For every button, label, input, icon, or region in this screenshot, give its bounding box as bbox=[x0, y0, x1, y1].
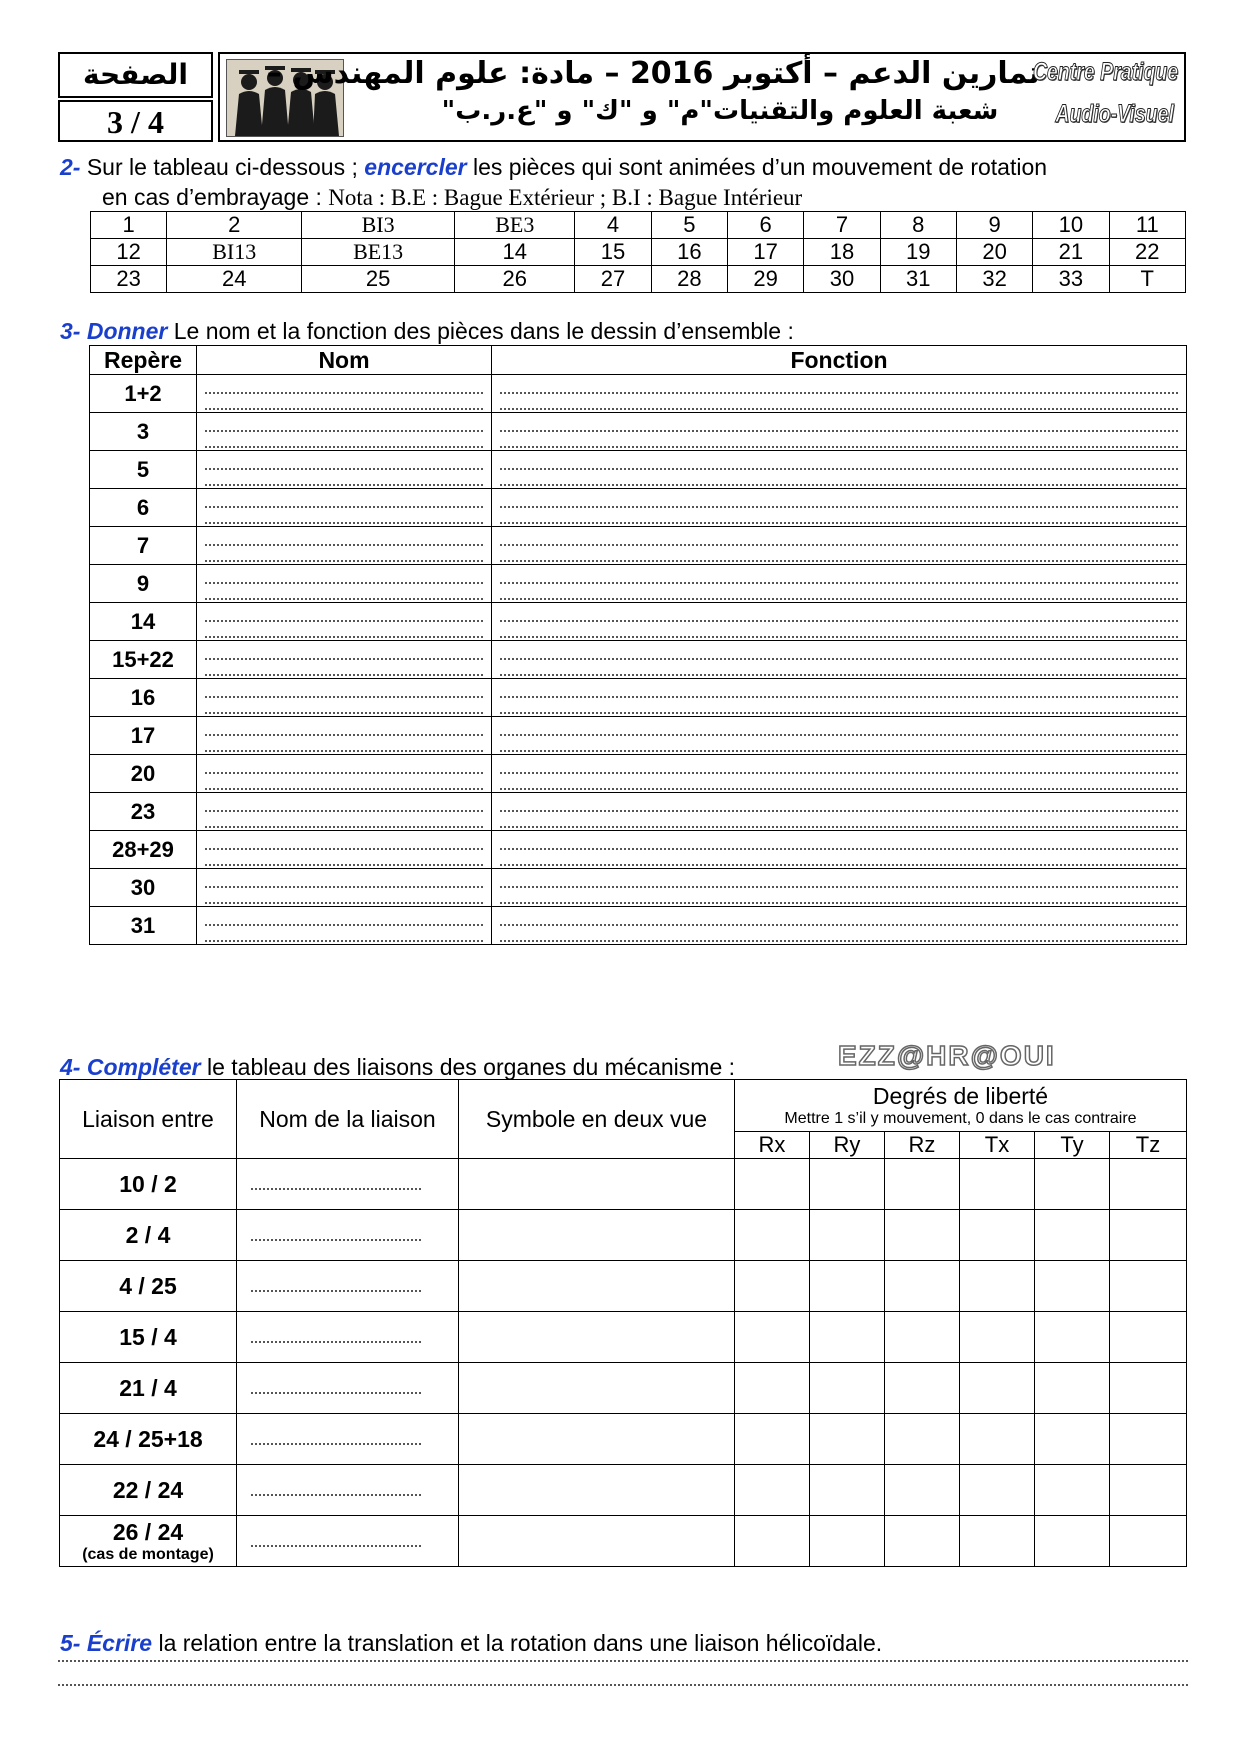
piece-cell[interactable]: 27 bbox=[575, 266, 651, 293]
function-row bbox=[90, 907, 1187, 945]
liaison-pair-cell bbox=[60, 1363, 237, 1414]
dof-answer-cell[interactable] bbox=[960, 1465, 1035, 1516]
fonction-answer-cell[interactable] bbox=[492, 413, 1187, 451]
nom-liaison-answer[interactable] bbox=[237, 1159, 459, 1210]
pieces-row bbox=[91, 212, 1186, 239]
nom-answer-cell[interactable] bbox=[197, 527, 492, 565]
function-row bbox=[90, 755, 1187, 793]
q2-text-after: les pièces qui sont animées d’un mouvement de rotation bbox=[472, 154, 1048, 180]
nom-answer-cell[interactable] bbox=[197, 679, 492, 717]
nom-answer-cell[interactable] bbox=[197, 717, 492, 755]
nom-answer-cell[interactable] bbox=[197, 907, 492, 945]
dof-answer-cell[interactable] bbox=[960, 1363, 1035, 1414]
dof-answer-cell[interactable] bbox=[1110, 1261, 1187, 1312]
piece-cell[interactable]: 4 bbox=[575, 212, 651, 239]
repere-cell: 23 bbox=[90, 793, 197, 831]
nom-answer-cell[interactable] bbox=[197, 755, 492, 793]
fonction-answer-cell[interactable] bbox=[492, 375, 1187, 413]
liaison-row bbox=[60, 1312, 1187, 1363]
liaison-pair-cell bbox=[60, 1465, 237, 1516]
piece-cell[interactable]: T bbox=[1109, 266, 1185, 293]
header-repere: Repère bbox=[90, 346, 197, 375]
q3-line bbox=[60, 318, 794, 345]
answer-line-1[interactable] bbox=[58, 1660, 1188, 1662]
function-row bbox=[90, 527, 1187, 565]
symbole-answer[interactable] bbox=[459, 1414, 735, 1465]
nom-answer-cell[interactable] bbox=[197, 489, 492, 527]
piece-cell[interactable]: 15 bbox=[575, 239, 651, 266]
dof-answer-cell[interactable] bbox=[1035, 1363, 1110, 1414]
nom-answer-cell[interactable] bbox=[197, 869, 492, 907]
repere-cell: 30 bbox=[90, 869, 197, 907]
piece-cell[interactable]: 25 bbox=[302, 266, 455, 293]
dof-answer-cell[interactable] bbox=[810, 1210, 885, 1261]
dof-answer-cell[interactable] bbox=[1110, 1465, 1187, 1516]
axis-tz: Tz bbox=[1110, 1132, 1187, 1159]
dof-answer-cell[interactable] bbox=[1035, 1312, 1110, 1363]
answer-line-2[interactable] bbox=[58, 1684, 1188, 1686]
q3-number: 3- bbox=[60, 318, 81, 344]
nom-answer-cell[interactable] bbox=[197, 451, 492, 489]
dof-answer-cell[interactable] bbox=[885, 1363, 960, 1414]
q2-line2 bbox=[102, 184, 802, 211]
pieces-row bbox=[91, 266, 1186, 293]
symbole-answer[interactable] bbox=[459, 1312, 735, 1363]
liaison-pair-label: 24 / 25+18 bbox=[93, 1425, 203, 1452]
function-row bbox=[90, 413, 1187, 451]
q2-nota: Nota : B.E : Bague Extérieur ; B.I : Bague Intérieur bbox=[328, 185, 803, 210]
audio-logo-text: Audio-Visuel bbox=[1055, 100, 1174, 128]
q4-text: le tableau des liaisons des organes du mécanisme : bbox=[206, 1054, 736, 1080]
dof-answer-cell[interactable] bbox=[885, 1210, 960, 1261]
liaison-row bbox=[60, 1414, 1187, 1465]
dof-answer-cell[interactable] bbox=[810, 1414, 885, 1465]
piece-cell[interactable]: 20 bbox=[956, 239, 1032, 266]
repere-cell: 28+29 bbox=[90, 831, 197, 869]
nom-liaison-answer[interactable] bbox=[237, 1465, 459, 1516]
function-row bbox=[90, 603, 1187, 641]
piece-cell[interactable]: 11 bbox=[1109, 212, 1185, 239]
piece-cell[interactable]: 10 bbox=[1033, 212, 1109, 239]
dof-answer-cell[interactable] bbox=[735, 1159, 810, 1210]
piece-cell[interactable]: BE13 bbox=[302, 239, 455, 266]
fonction-answer-cell[interactable] bbox=[492, 793, 1187, 831]
fonction-answer-cell[interactable] bbox=[492, 489, 1187, 527]
piece-cell[interactable]: 12 bbox=[91, 239, 167, 266]
dof-answer-cell[interactable] bbox=[735, 1210, 810, 1261]
page-label: الصفحة bbox=[58, 52, 213, 98]
dof-answer-cell[interactable] bbox=[810, 1159, 885, 1210]
piece-cell[interactable]: 19 bbox=[880, 239, 956, 266]
piece-cell[interactable]: 28 bbox=[651, 266, 727, 293]
dof-answer-cell[interactable] bbox=[885, 1414, 960, 1465]
liaison-row bbox=[60, 1159, 1187, 1210]
repere-cell: 5 bbox=[90, 451, 197, 489]
function-row bbox=[90, 451, 1187, 489]
fonction-answer-cell[interactable] bbox=[492, 679, 1187, 717]
dof-answer-cell[interactable] bbox=[960, 1414, 1035, 1465]
repere-cell: 20 bbox=[90, 755, 197, 793]
piece-cell[interactable]: 18 bbox=[804, 239, 880, 266]
nom-answer-cell[interactable] bbox=[197, 413, 492, 451]
piece-cell[interactable]: 33 bbox=[1033, 266, 1109, 293]
repere-cell: 17 bbox=[90, 717, 197, 755]
q3-text: Le nom et la fonction des pièces dans le dessin d’ensemble : bbox=[173, 318, 794, 344]
piece-cell[interactable]: 24 bbox=[167, 266, 302, 293]
dof-answer-cell[interactable] bbox=[960, 1516, 1035, 1567]
liaison-pair-label: 21 / 4 bbox=[119, 1374, 177, 1401]
nom-answer-cell[interactable] bbox=[197, 641, 492, 679]
piece-cell[interactable]: 21 bbox=[1033, 239, 1109, 266]
piece-cell[interactable]: BE3 bbox=[455, 212, 575, 239]
piece-cell[interactable]: 9 bbox=[956, 212, 1032, 239]
function-row bbox=[90, 641, 1187, 679]
dof-answer-cell[interactable] bbox=[735, 1516, 810, 1567]
centre-logo-text: Centre Pratique bbox=[1032, 58, 1178, 86]
dof-answer-cell[interactable] bbox=[735, 1465, 810, 1516]
liaison-pair-label: 26 / 24 bbox=[112, 1518, 184, 1545]
repere-cell: 7 bbox=[90, 527, 197, 565]
dof-answer-cell[interactable] bbox=[735, 1261, 810, 1312]
dof-answer-cell[interactable] bbox=[735, 1363, 810, 1414]
dof-subtitle: Mettre 1 s’il y mouvement, 0 dans le cas contraire bbox=[784, 1110, 1137, 1127]
dof-answer-cell[interactable] bbox=[1035, 1465, 1110, 1516]
axis-ty: Ty bbox=[1035, 1132, 1110, 1159]
liaison-pair-label: 22 / 24 bbox=[112, 1476, 184, 1503]
q4-number: 4- bbox=[60, 1054, 81, 1080]
liaison-pair-cell bbox=[60, 1210, 237, 1261]
arabic-title-line2: شعبة العلوم والتقنيات"م" و "ك" و "ع.ر.ب" bbox=[441, 96, 999, 126]
dof-answer-cell[interactable] bbox=[885, 1312, 960, 1363]
piece-cell[interactable]: 23 bbox=[91, 266, 167, 293]
dof-answer-cell[interactable] bbox=[960, 1159, 1035, 1210]
dof-answer-cell[interactable] bbox=[960, 1261, 1035, 1312]
fonction-answer-cell[interactable] bbox=[492, 565, 1187, 603]
piece-cell[interactable]: 14 bbox=[455, 239, 575, 266]
liaison-pair-label: 4 / 25 bbox=[119, 1272, 177, 1299]
page-number: 3 / 4 bbox=[58, 100, 213, 142]
liaison-pair-cell bbox=[60, 1261, 237, 1312]
dof-answer-cell[interactable] bbox=[810, 1516, 885, 1567]
dof-answer-cell[interactable] bbox=[810, 1363, 885, 1414]
function-row bbox=[90, 869, 1187, 907]
symbole-answer[interactable] bbox=[459, 1210, 735, 1261]
dof-answer-cell[interactable] bbox=[1110, 1363, 1187, 1414]
fonction-answer-cell[interactable] bbox=[492, 907, 1187, 945]
repere-cell: 3 bbox=[90, 413, 197, 451]
title-box bbox=[218, 52, 1186, 142]
function-row bbox=[90, 831, 1187, 869]
nom-answer-cell[interactable] bbox=[197, 565, 492, 603]
fonction-answer-cell[interactable] bbox=[492, 641, 1187, 679]
dof-answer-cell[interactable] bbox=[885, 1159, 960, 1210]
q4-line bbox=[60, 1054, 735, 1081]
piece-cell[interactable]: BI13 bbox=[167, 239, 302, 266]
axis-ry: Ry bbox=[810, 1132, 885, 1159]
liaison-pair-cell bbox=[60, 1312, 237, 1363]
dof-answer-cell[interactable] bbox=[1035, 1210, 1110, 1261]
symbole-answer[interactable] bbox=[459, 1363, 735, 1414]
nom-liaison-answer[interactable] bbox=[237, 1210, 459, 1261]
q2-line2-a: en cas d’embrayage : bbox=[102, 184, 322, 210]
header-fonction: Fonction bbox=[492, 346, 1187, 375]
function-row bbox=[90, 565, 1187, 603]
dof-answer-cell[interactable] bbox=[1035, 1516, 1110, 1567]
dof-title: Degrés de liberté bbox=[872, 1083, 1049, 1109]
function-row bbox=[90, 375, 1187, 413]
nom-answer-cell[interactable] bbox=[197, 831, 492, 869]
symbole-answer[interactable] bbox=[459, 1261, 735, 1312]
liaison-row bbox=[60, 1261, 1187, 1312]
piece-cell[interactable]: 17 bbox=[727, 239, 803, 266]
dof-answer-cell[interactable] bbox=[885, 1465, 960, 1516]
function-row bbox=[90, 679, 1187, 717]
dof-answer-cell[interactable] bbox=[1110, 1159, 1187, 1210]
repere-cell: 15+22 bbox=[90, 641, 197, 679]
function-table-header bbox=[90, 346, 1187, 375]
axis-rz: Rz bbox=[885, 1132, 960, 1159]
dof-answer-cell[interactable] bbox=[1110, 1414, 1187, 1465]
function-row bbox=[90, 793, 1187, 831]
liaison-row bbox=[60, 1210, 1187, 1261]
q3-verb: Donner bbox=[86, 318, 168, 344]
piece-cell[interactable]: 26 bbox=[455, 266, 575, 293]
q2-text-before: Sur le tableau ci-dessous ; bbox=[86, 154, 358, 180]
q5-line bbox=[60, 1630, 882, 1657]
fonction-answer-cell[interactable] bbox=[492, 869, 1187, 907]
header-liaison-entre: Liaison entre bbox=[60, 1080, 237, 1159]
nom-answer-cell[interactable] bbox=[197, 603, 492, 641]
arabic-title-line1: تمارين الدعم – أكتوبر 2016 – مادة: علوم المهندس – bbox=[266, 56, 1040, 91]
liaison-row bbox=[60, 1363, 1187, 1414]
header-degres-liberte bbox=[735, 1080, 1187, 1132]
q5-number: 5- bbox=[60, 1630, 81, 1656]
repere-cell: 16 bbox=[90, 679, 197, 717]
dof-answer-cell[interactable] bbox=[885, 1261, 960, 1312]
dof-answer-cell[interactable] bbox=[960, 1312, 1035, 1363]
function-row bbox=[90, 717, 1187, 755]
repere-cell: 6 bbox=[90, 489, 197, 527]
nom-liaison-answer[interactable] bbox=[237, 1261, 459, 1312]
nom-answer-cell[interactable] bbox=[197, 793, 492, 831]
piece-cell[interactable]: 7 bbox=[804, 212, 880, 239]
liaison-pair-label: 10 / 2 bbox=[119, 1170, 177, 1197]
piece-cell[interactable]: BI3 bbox=[302, 212, 455, 239]
symbole-answer[interactable] bbox=[459, 1159, 735, 1210]
header-nom: Nom bbox=[197, 346, 492, 375]
axis-rx: Rx bbox=[735, 1132, 810, 1159]
pieces-row bbox=[91, 239, 1186, 266]
repere-cell: 31 bbox=[90, 907, 197, 945]
repere-cell: 14 bbox=[90, 603, 197, 641]
liaison-row bbox=[60, 1465, 1187, 1516]
nom-liaison-answer[interactable] bbox=[237, 1516, 459, 1567]
header-symbole: Symbole en deux vue bbox=[459, 1080, 735, 1159]
dof-answer-cell[interactable] bbox=[810, 1312, 885, 1363]
fonction-answer-cell[interactable] bbox=[492, 717, 1187, 755]
q5-text: la relation entre la translation et la rotation dans une liaison hélicoïdale. bbox=[158, 1630, 883, 1656]
liaison-pair-label: 2 / 4 bbox=[125, 1221, 171, 1248]
piece-cell[interactable]: 2 bbox=[167, 212, 302, 239]
fonction-answer-cell[interactable] bbox=[492, 831, 1187, 869]
fonction-answer-cell[interactable] bbox=[492, 451, 1187, 489]
piece-cell[interactable]: 30 bbox=[804, 266, 880, 293]
axis-tx: Tx bbox=[960, 1132, 1035, 1159]
dof-answer-cell[interactable] bbox=[1110, 1516, 1187, 1567]
nom-liaison-answer[interactable] bbox=[237, 1312, 459, 1363]
dof-answer-cell[interactable] bbox=[1110, 1312, 1187, 1363]
piece-cell[interactable]: 22 bbox=[1109, 239, 1185, 266]
piece-cell[interactable]: 32 bbox=[956, 266, 1032, 293]
function-table bbox=[89, 345, 1187, 945]
watermark: EZZ@HR@OUI bbox=[838, 1040, 1056, 1071]
piece-cell[interactable]: 6 bbox=[727, 212, 803, 239]
q2-line1 bbox=[60, 154, 1047, 181]
dof-answer-cell[interactable] bbox=[885, 1516, 960, 1567]
piece-cell[interactable]: 29 bbox=[727, 266, 803, 293]
liaison-row bbox=[60, 1516, 1187, 1567]
nom-liaison-answer[interactable] bbox=[237, 1363, 459, 1414]
piece-cell[interactable]: 5 bbox=[651, 212, 727, 239]
fonction-answer-cell[interactable] bbox=[492, 755, 1187, 793]
liaison-pair-cell bbox=[60, 1414, 237, 1465]
dof-answer-cell[interactable] bbox=[1110, 1210, 1187, 1261]
piece-cell[interactable]: 16 bbox=[651, 239, 727, 266]
fonction-answer-cell[interactable] bbox=[492, 603, 1187, 641]
q2-verb: encercler bbox=[364, 154, 467, 180]
pieces-table bbox=[90, 211, 1186, 293]
liaison-pair-cell bbox=[60, 1516, 237, 1567]
dof-answer-cell[interactable] bbox=[1035, 1414, 1110, 1465]
symbole-answer[interactable] bbox=[459, 1516, 735, 1567]
dof-answer-cell[interactable] bbox=[735, 1312, 810, 1363]
symbole-answer[interactable] bbox=[459, 1465, 735, 1516]
q5-verb: Écrire bbox=[86, 1630, 153, 1656]
dof-answer-cell[interactable] bbox=[960, 1210, 1035, 1261]
repere-cell: 9 bbox=[90, 565, 197, 603]
fonction-answer-cell[interactable] bbox=[492, 527, 1187, 565]
header-nom-liaison: Nom de la liaison bbox=[237, 1080, 459, 1159]
nom-liaison-answer[interactable] bbox=[237, 1414, 459, 1465]
cas-montage-note: (cas de montage) bbox=[82, 1545, 214, 1563]
q2-number: 2- bbox=[60, 154, 81, 180]
dof-answer-cell[interactable] bbox=[810, 1465, 885, 1516]
liaison-pair-cell bbox=[60, 1159, 237, 1210]
function-row bbox=[90, 489, 1187, 527]
liaison-pair-label: 15 / 4 bbox=[119, 1323, 177, 1350]
repere-cell: 1+2 bbox=[90, 375, 197, 413]
q4-verb: Compléter bbox=[86, 1054, 201, 1080]
piece-cell[interactable]: 1 bbox=[91, 212, 167, 239]
dof-answer-cell[interactable] bbox=[735, 1414, 810, 1465]
dof-answer-cell[interactable] bbox=[1035, 1261, 1110, 1312]
dof-answer-cell[interactable] bbox=[810, 1261, 885, 1312]
dof-answer-cell[interactable] bbox=[1035, 1159, 1110, 1210]
nom-answer-cell[interactable] bbox=[197, 375, 492, 413]
piece-cell[interactable]: 31 bbox=[880, 266, 956, 293]
piece-cell[interactable]: 8 bbox=[880, 212, 956, 239]
liaison-table bbox=[59, 1079, 1187, 1567]
